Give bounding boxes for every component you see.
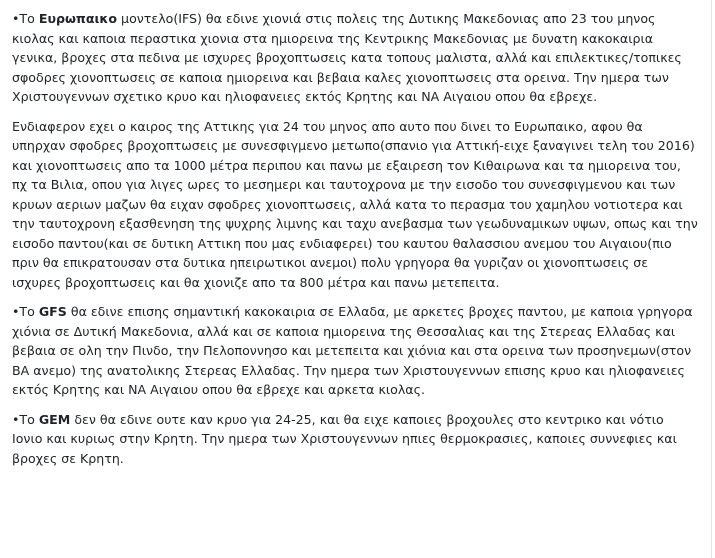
content-right-border: [711, 0, 712, 558]
paragraph-gem-text: δεν θα εδινε ουτε καν κρυο για 24-25, και θα ειχε καποιες βροχουλες στο κεντρικο και νότιο Ιονιο και κυριως στην Κρητη. Την ημερα των Χριστουγεννων ηπιες θερμοκρασιες, καποιες συννεφιες και βροχες σε Κρητη.: [12, 411, 677, 466]
paragraph-attica: [12, 117, 698, 293]
post-body: [12, 0, 698, 558]
paragraph-ecmwf: [12, 9, 698, 107]
paragraph-ecmwf-text: μοντελο(IFS) θα εδινε χιονιά στις πολεις της Δυτικης Μακεδονιας απο 23 του μηνος κιολας και καποια περαστικα χιονια στα ημιορεινα της Κεντρικης Μακεδονιας με δυνατη κακοκαιρια γενικα, βροχες στα πεδινα με ισχυρες βροχοπτωσεις κατα τοπους μαλιστα, αλλά και επιλεκτικες/τοπικες σφοδρες χιονοπτωσεις σε καποια ημιορεινα και βεβαια καλες χιονοπτωσεις στα ορεινα. Την ημερα των Χριστουγεννων σχετικο κρυο και ηλιοφανειες εκτός Κρητης και ΝΑ Αιγαιου οπου θα εβρεχε.: [12, 11, 682, 104]
paragraph-gfs-text: θα εδινε επισης σημαντική κακοκαιρια σε Ελλαδα, με αρκετες βροχες παντου, με καποια γρηγορα χιόνια σε Δυτική Μακεδονια, αλλά και σε καποια ημιορεινα της Θεσσαλιας και της Στερεας Ελλαδας και βεβαια σε ολη την Πινδο, την Πελοποννησο και μετεπειτα και χιόνια και στα ορεινα των προσηνεμων(στον ΒΑ ανεμο) της ανατολικης Στερεας Ελλαδας. Την ημερα των Χριστουγεννων επισης κρυο και ηλιοφανειες εκτός Κρητης και ΝΑ Αιγαιου οπου θα εβρεχε και αρκετα κιολας.: [12, 304, 693, 397]
model-name-ecmwf: Ευρωπαικο: [38, 11, 118, 26]
paragraph-gfs-lead: •Το: [12, 304, 39, 319]
paragraph-ecmwf-lead: •Το: [12, 11, 39, 26]
model-name-gem: GEM: [38, 411, 71, 427]
paragraph-gem: [12, 410, 698, 469]
paragraph-gem-lead: •Το: [12, 411, 39, 427]
paragraph-attica-text: Ενδιαφερον εχει ο καιρος της Αττικης για 24 του μηνος απο αυτο που δινει το Ευρωπαικο, αφου θα υπηρχαν σφοδρες βροχοπτωσεις με συνεσφιγμενο μετωπο(σπανιο για Αττική-ειχε ξαναγινει τελη του 2016) και χιονοπτωσεις απο τα 1000 μέτρα περιπου και πανω με εξαιρεση τον Κιθαιρωνα και τα ημιορεινα του, πχ τα Βιλια, οπου για λιγες ωρες το μεσημερι και ταυτοχρονα με την εισοδο του συνεσφιγμενου και των κρυων αεριων μαζων θα ειχαν σφοδρες χιονοπτωσεις, αλλά κατα το περασμα του χαμηλου νοτιοτερα και την ταυτοχρονη εξασθενηση της ψυχρης λιμνης και ταχυ ανεβασμα των γεωδυναμικων υψων, οπως και την εισοδο παντου(και σε δυτικη Αττικη που μας ενδιαφερει) του καυτου θαλασσιου ανεμου του Αιγαιου(πιο πριν θα επικρατουσαν στα δυτικα ηπειρωτικοι ανεμοι) πολυ γρηγορα θα γυριζαν οι χιονοπτωσεις σε ισχυρες βροχοπτωσεις και θα χιονιζε απο τα 800 μέτρα και πανω μετεπειτα.: [12, 118, 698, 290]
model-name-gfs: GFS: [38, 304, 67, 319]
paragraph-gfs: [12, 302, 698, 400]
